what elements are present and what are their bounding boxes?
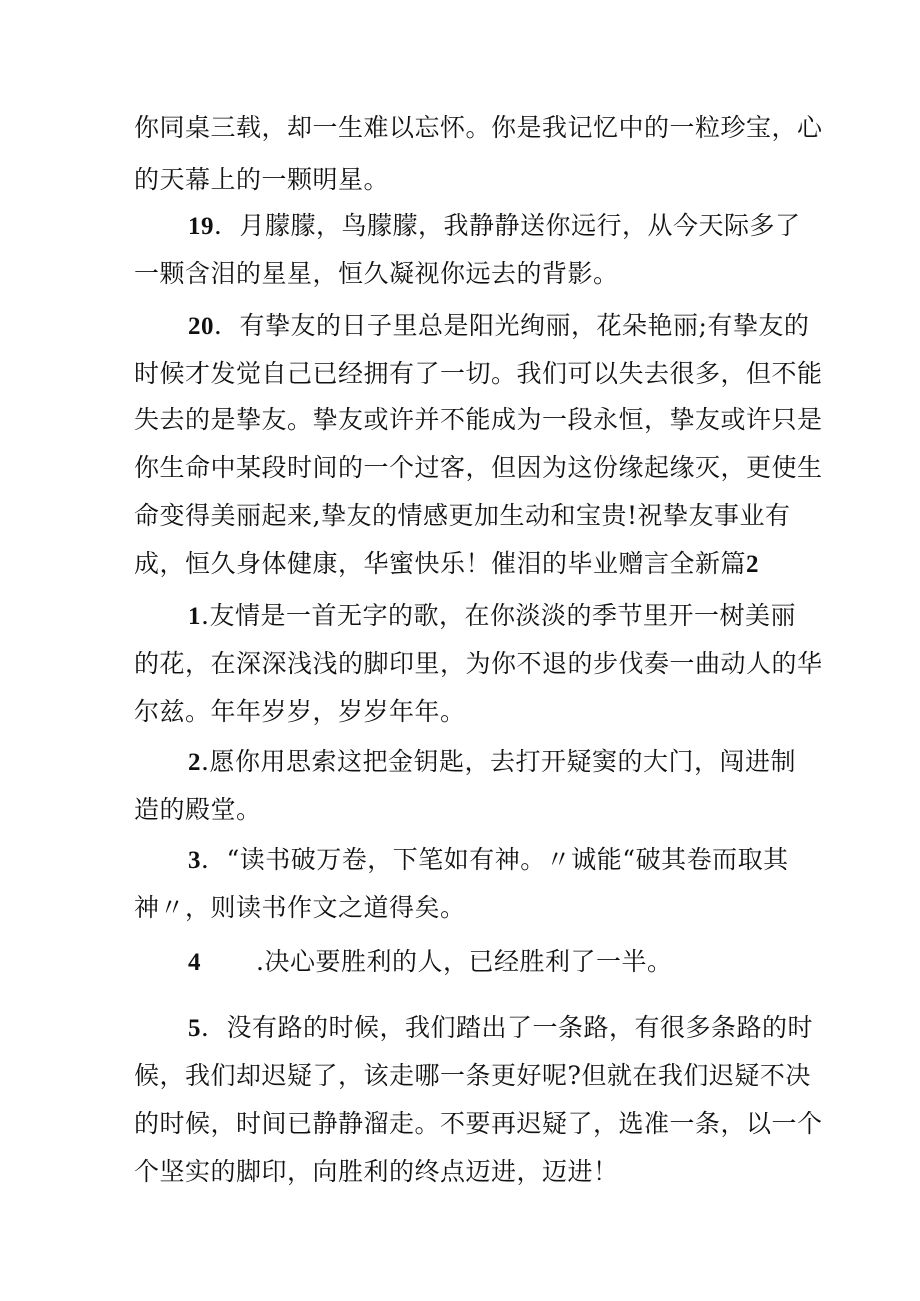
text-line: [134, 1154, 794, 1190]
line-text: ．月朦朦，鸟朦朦，我静静送你远行，从今天际多了: [214, 211, 801, 240]
text-line: [134, 1058, 811, 1094]
line-text: .友情是一首无字的歌，在你淡淡的季节里开一树美丽: [201, 601, 796, 630]
line-text: 失去的是挚友。挚友或许并不能成为一段永恒，挚友或许只是: [134, 405, 823, 434]
text-line: [134, 256, 794, 292]
item-number: 5: [188, 1015, 201, 1042]
text-line: [134, 1106, 823, 1142]
line-text: 成，恒久身体健康，华蜜快乐！催泪的毕业赠言全新篇: [134, 549, 747, 578]
item-number: 2: [188, 749, 201, 776]
line-text: 的天幕上的一颗明星。: [134, 165, 390, 194]
line-text: 个坚实的脚印，向胜利的终点迈进，迈进！: [134, 1157, 619, 1186]
line-text: 你生命中某段时间的一个过客，但因为这份缘起缘灭，更使生: [134, 453, 823, 482]
text-line: [134, 792, 794, 828]
line-text: 一颗含泪的星星，恒久凝视你远去的背影。: [134, 259, 619, 288]
line-text: ．“读书破万卷，下笔如有神。〃诚能“破其卷而取其: [201, 845, 789, 874]
text-line: [134, 450, 823, 486]
line-text: ．有挚友的日子里总是阳光绚丽，花朵艳丽;有挚友的: [214, 311, 810, 340]
item-number: 19: [188, 213, 214, 240]
text-line: [134, 646, 823, 682]
text-line: [188, 944, 848, 981]
text-line: [134, 546, 794, 583]
line-text: .决心要胜利的人，已经胜利了一半。: [256, 947, 673, 976]
text-line: [134, 498, 794, 534]
section-number: 2: [746, 551, 760, 578]
text-line: [188, 208, 848, 245]
line-text: 命变得美丽起来,挚友的情感更加生动和宝贵!祝挚友事业有: [134, 501, 791, 530]
item-number: 1: [188, 603, 201, 630]
text-line: [188, 842, 848, 879]
line-text: 尔兹。年年岁岁，岁岁年年。: [134, 697, 466, 726]
line-text: .愿你用思索这把金钥匙，去打开疑窦的大门，闯进制: [201, 747, 796, 776]
line-text: 造的殿堂。: [134, 795, 262, 824]
line-text: ．没有路的时候，我们踏出了一条路，有很多条路的时: [201, 1013, 814, 1042]
text-line: [188, 308, 848, 345]
line-text: 的时候，时间已静静溜走。不要再迟疑了，选准一条，以一个: [134, 1109, 823, 1138]
text-line: [134, 110, 823, 146]
text-line: [134, 890, 794, 926]
line-text: 神〃，则读书作文之道得矣。: [134, 893, 466, 922]
text-line: [188, 598, 848, 635]
text-line: [134, 162, 794, 198]
line-text: 你同桌三载，却一生难以忘怀。你是我记忆中的一粒珍宝，心: [134, 113, 823, 142]
text-line: [188, 1010, 848, 1047]
item-number: 4: [188, 949, 201, 976]
item-number: 20: [188, 313, 214, 340]
line-text: 的花，在深深浅浅的脚印里，为你不退的步伐奏一曲动人的华: [134, 649, 823, 678]
text-line: [134, 402, 823, 438]
line-text: 时候才发觉自己已经拥有了一切。我们可以失去很多，但不能: [134, 359, 823, 388]
text-line: [134, 694, 794, 730]
text-line: [188, 744, 848, 781]
item-number: 3: [188, 847, 201, 874]
text-line: [134, 356, 823, 392]
line-text: 候，我们却迟疑了，该走哪一条更好呢?但就在我们迟疑不决: [134, 1061, 811, 1090]
